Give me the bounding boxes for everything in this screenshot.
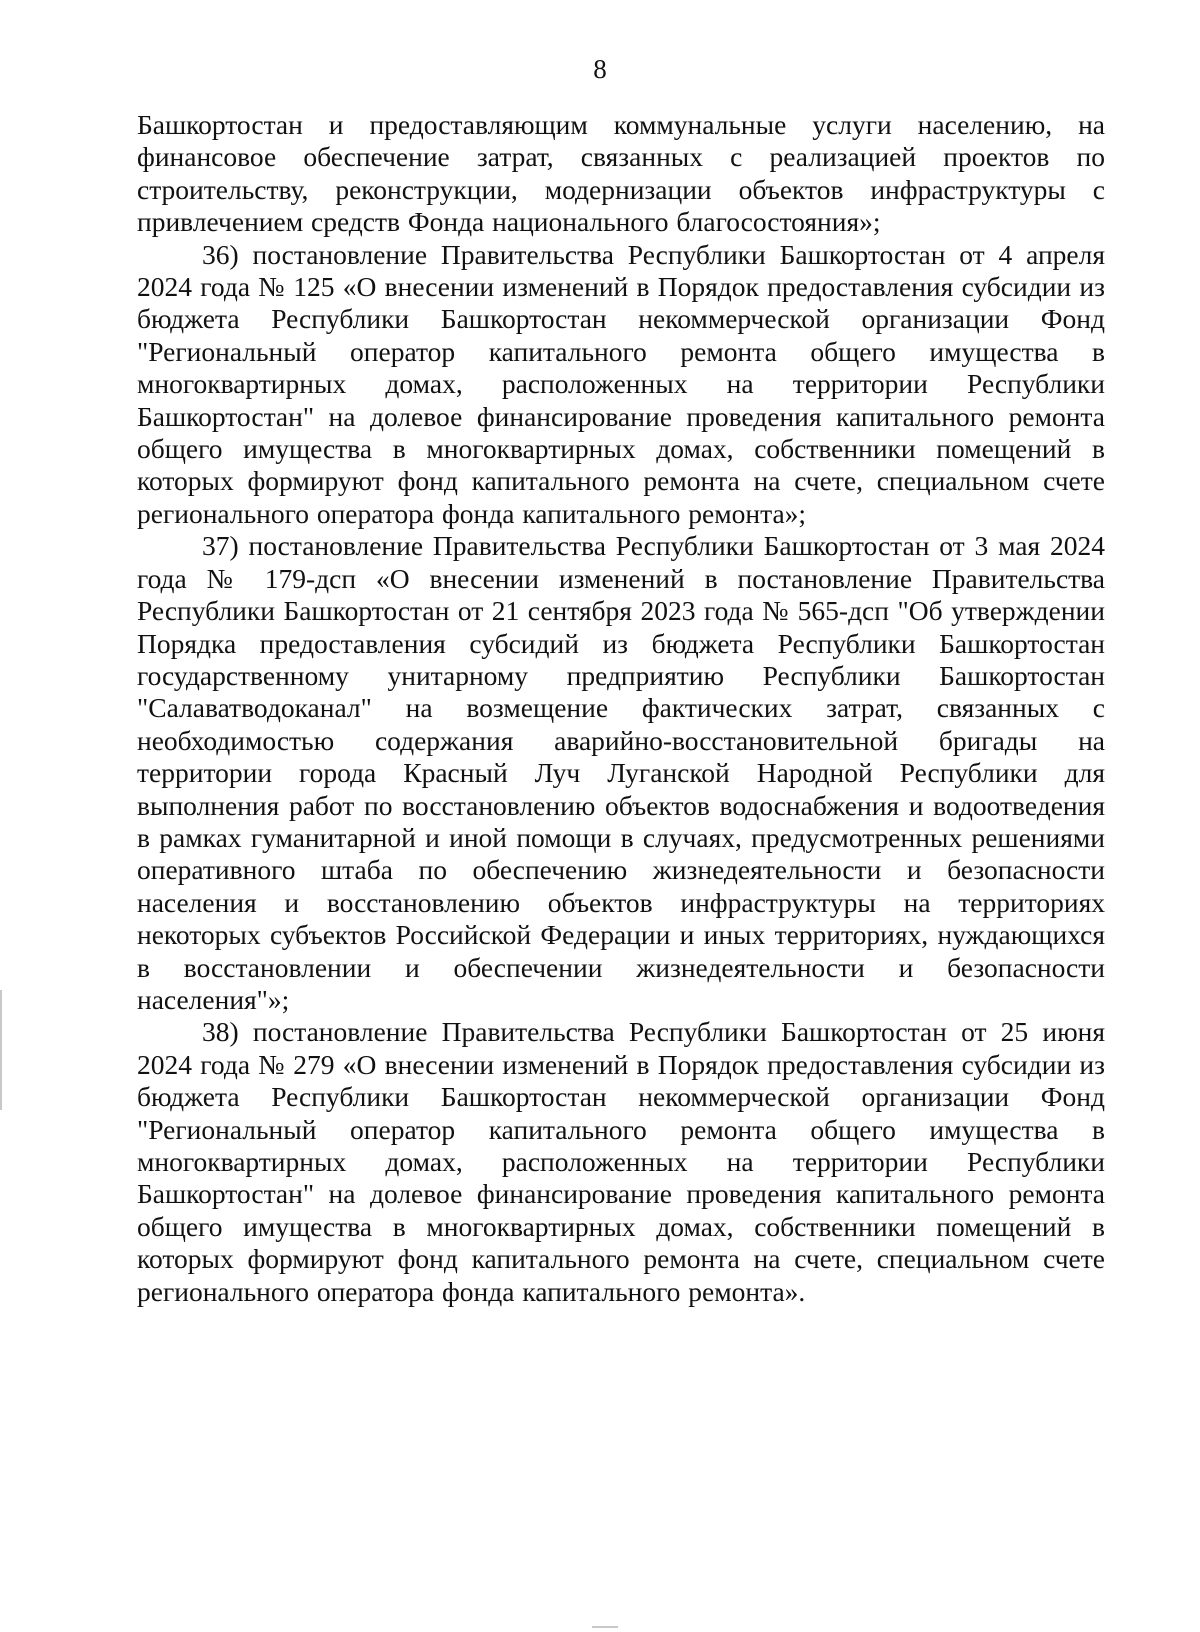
list-item-38: 38) постановление Правительства Республики Башкортостан от 25 июня 2024 года № 279 «О внесении изменений в Порядок предоставления субсидии из бюджета Республики Башкортостан некоммерческой организации Фонд "Региональный оператор капитального ремонта общего имущества в многоквартирных домах, расположенных на территории Республики Башкортостан" на долевое финансирование проведения капитального ремонта общего имущества в многоквартирных домах, собственники помещений в которых формируют фонд капитального ремонта на счете, специальном счете регионального оператора фонда капитального ремонта».: [137, 1016, 1105, 1307]
page-number: 8: [593, 54, 607, 84]
paragraph-continuation: Башкортостан и предоставляющим коммунальные услуги населению, на финансовое обеспечение затрат, связанных с реализацией проектов по строительству, реконструкции, модернизации объектов инфраструктуры с привлечением средств Фонда национального благосостояния»;: [137, 109, 1105, 238]
list-item-36: 36) постановление Правительства Республики Башкортостан от 4 апреля 2024 года № 125 «О внесении изменений в Порядок предоставления субсидии из бюджета Республики Башкортостан некоммерческой организации Фонд "Региональный оператор капитального ремонта общего имущества в многоквартирных домах, расположенных на территории Республики Башкортостан" на долевое финансирование проведения капитального ремонта общего имущества в многоквартирных домах, собственники помещений в которых формируют фонд капитального ремонта на счете, специальном счете регионального оператора фонда капитального ремонта»;: [137, 238, 1105, 529]
list-item-37: 37) постановление Правительства Республики Башкортостан от 3 мая 2024 года № 179-дсп «О внесении изменений в постановление Правительства Республики Башкортостан от 21 сентября 2023 года № 565-дсп "Об утверждении Порядка предоставления субсидий из бюджета Республики Башкортостан государственному унитарному предприятию Республики Башкортостан "Салаватводоканал" на возмещение фактических затрат, связанных с необходимостью содержания аварийно-восстановительной бригады на территории города Красный Луч Луганской Народной Республики для выполнения работ по восстановлению объектов водоснабжения и водоотведения в рамках гуманитарной и иной помощи в случаях, предусмотренных решениями оперативного штаба по обеспечению жизнедеятельности и безопасности населения и восстановлению объектов инфраструктуры на территориях некоторых субъектов Российской Федерации и иных территориях, нуждающихся в восстановлении и обеспечении жизнедеятельности и безопасности населения"»;: [137, 530, 1105, 1015]
document-body: [137, 109, 1105, 1308]
scan-artifact-left-edge: [0, 990, 2, 1110]
scan-artifact-bottom-mark: [592, 1626, 618, 1628]
